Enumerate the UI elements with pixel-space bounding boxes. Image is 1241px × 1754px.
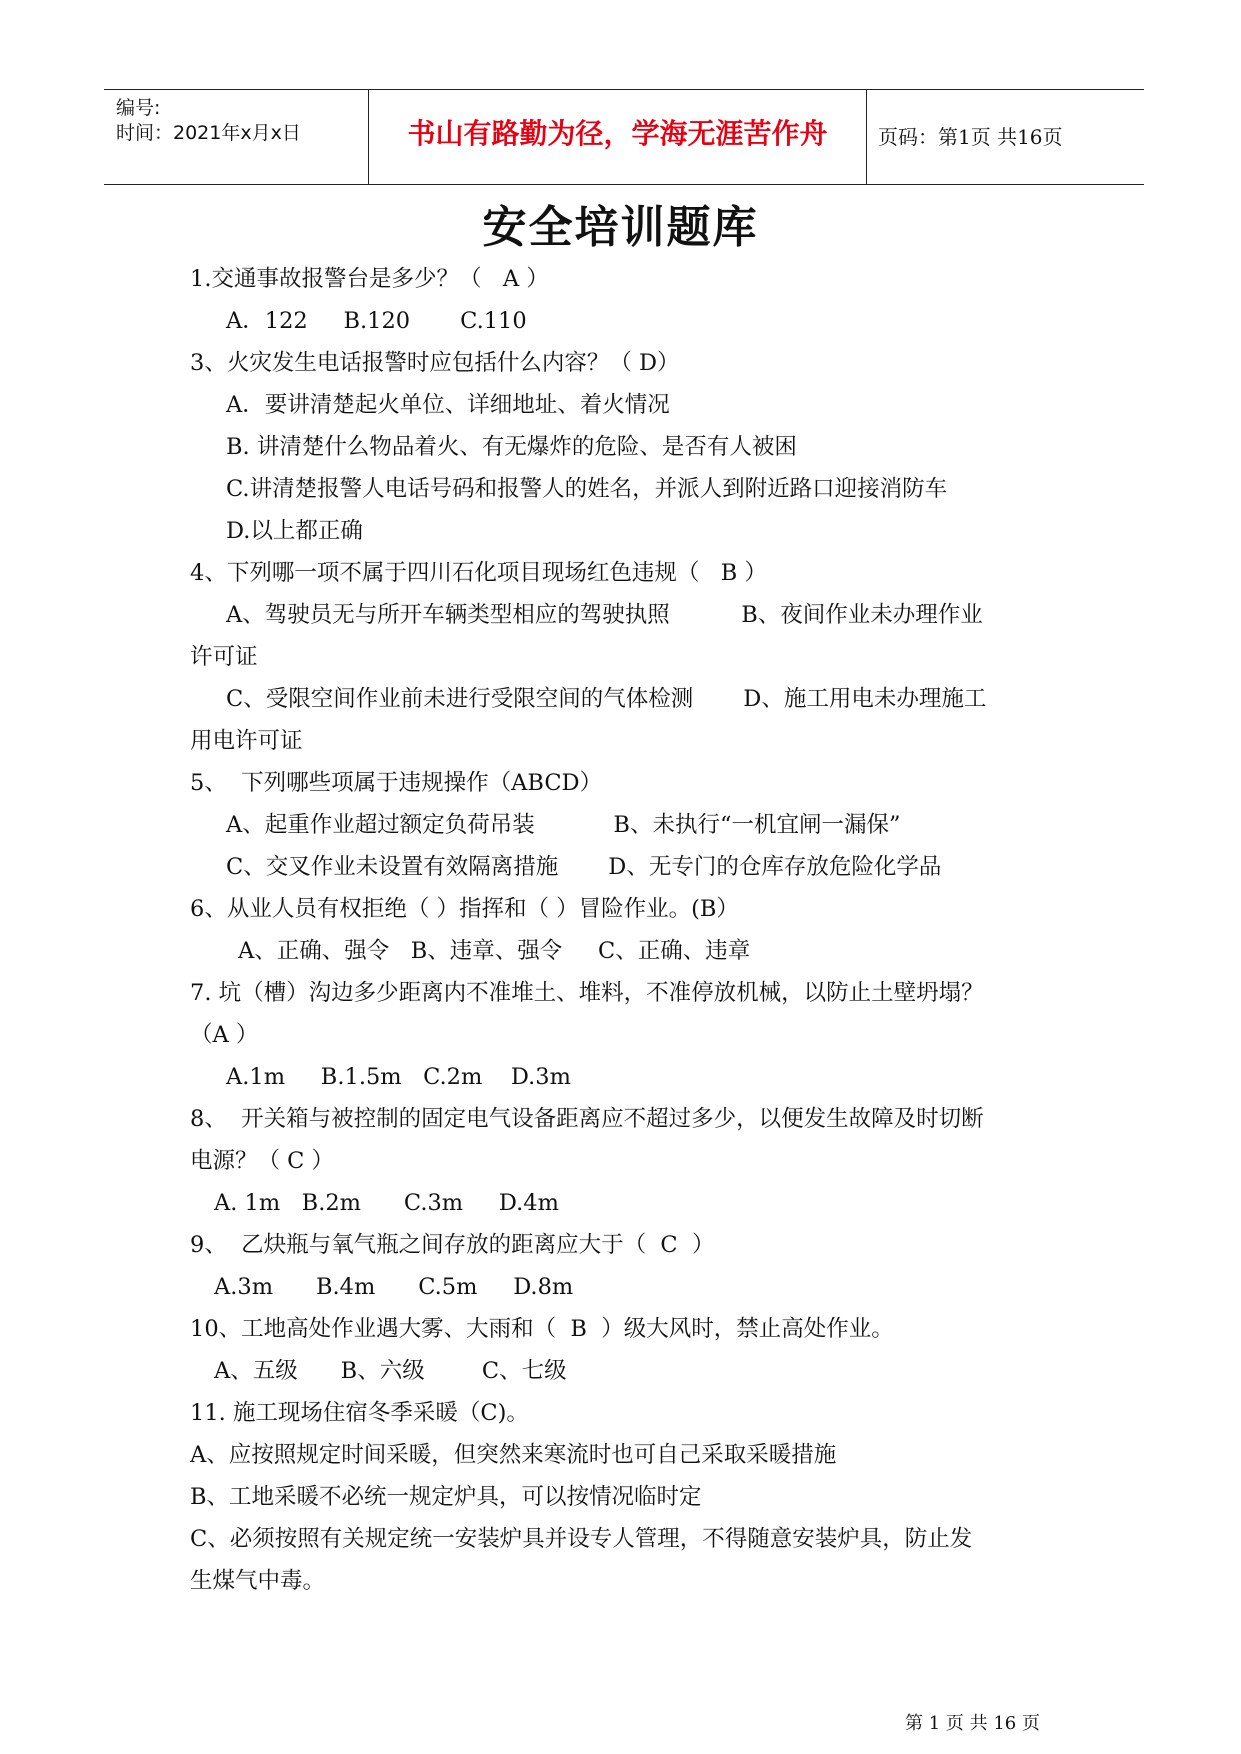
text-line: 7. 坑（槽）沟边多少距离内不准堆土、堆料，不准停放机械，以防止土壁坍塌？ [190, 980, 984, 1006]
text-line: A.3m B.4m C.5m D.8m [214, 1274, 574, 1300]
text-line: A、应按照规定时间采暖，但突然来寒流时也可自己采取采暖措施 [190, 1442, 837, 1468]
text-line: A、起重作业超过额定负荷吊装 B、未执行“一机宜闸一漏保” [226, 812, 901, 838]
text-line: 10、工地高处作业遇大雾、大雨和（ B ）级大风时，禁止高处作业。 [190, 1316, 894, 1342]
text-line: C.讲清楚报警人电话号码和报警人的姓名，并派人到附近路口迎接消防车 [226, 476, 948, 502]
text-line: C、交叉作业未设置有效隔离措施 D、无专门的仓库存放危险化学品 [226, 854, 942, 880]
page-header [104, 89, 1144, 185]
header-left-cell [104, 90, 368, 184]
text-line: A．要讲清楚起火单位、详细地址、着火情况 [226, 392, 670, 418]
text-line: 电源？（ C ） [190, 1148, 335, 1174]
text-line: 用电许可证 [190, 728, 303, 754]
text-line: 6、从业人员有权拒绝（ ）指挥和（ ）冒险作业。(B） [190, 896, 739, 922]
text-line: （A ） [190, 1022, 259, 1048]
text-line: C、受限空间作业前未进行受限空间的气体检测 D、施工用电未办理施工 [226, 686, 987, 712]
document-date: 时间：2021年x月x日 [116, 122, 301, 144]
text-line: 4、下列哪一项不属于四川石化项目现场红色违规（ B ） [190, 560, 767, 586]
header-right-cell [866, 90, 1144, 184]
document-number-label: 编号: [116, 97, 161, 119]
text-line: A、驾驶员无与所开车辆类型相应的驾驶执照 B、夜间作业未办理作业 [226, 602, 983, 628]
text-line: B. 讲清楚什么物品着火、有无爆炸的危险、是否有人被困 [226, 434, 797, 460]
text-line: C、必须按照有关规定统一安装炉具并设专人管理，不得随意安装炉具，防止发 [190, 1526, 973, 1552]
question-list [190, 258, 1070, 1602]
text-line: 5、 下列哪些项属于违规操作（ABCD） [190, 770, 603, 796]
header-motto: 书山有路勤为径，学海无涯苦作舟 [407, 117, 828, 150]
text-line: A．122 B.120 C.110 [226, 308, 527, 334]
text-line: 生煤气中毒。 [190, 1568, 326, 1594]
text-line: A、正确、强令 B、违章、强令 C、正确、违章 [238, 938, 751, 964]
header-middle-cell [368, 90, 867, 184]
text-line: 9、 乙炔瓶与氧气瓶之间存放的距离应大于（ C ） [190, 1232, 715, 1258]
text-line: B、工地采暖不必统一规定炉具，可以按情况临时定 [190, 1484, 702, 1510]
header-page-info: 页码：第1页 共16页 [878, 125, 1063, 149]
text-line: 11. 施工现场住宿冬季采暖（C)。 [190, 1400, 529, 1426]
text-line: 3、火灾发生电话报警时应包括什么内容？（ D） [190, 350, 680, 376]
text-line: 1.交通事故报警台是多少？（ A ） [190, 266, 549, 292]
text-line: 8、 开关箱与被控制的固定电气设备距离应不超过多少，以便发生故障及时切断 [190, 1106, 984, 1132]
text-line: A、五级 B、六级 C、七级 [214, 1358, 567, 1384]
text-line: D.以上都正确 [226, 518, 363, 544]
text-line: A. 1m B.2m C.3m D.4m [214, 1190, 559, 1216]
page-title: 安全培训题库 [482, 202, 759, 253]
text-line: 许可证 [190, 644, 258, 670]
page-footer: 第 1 页 共 16 页 [905, 1713, 1040, 1734]
text-line: A.1m B.1.5m C.2m D.3m [226, 1064, 571, 1090]
